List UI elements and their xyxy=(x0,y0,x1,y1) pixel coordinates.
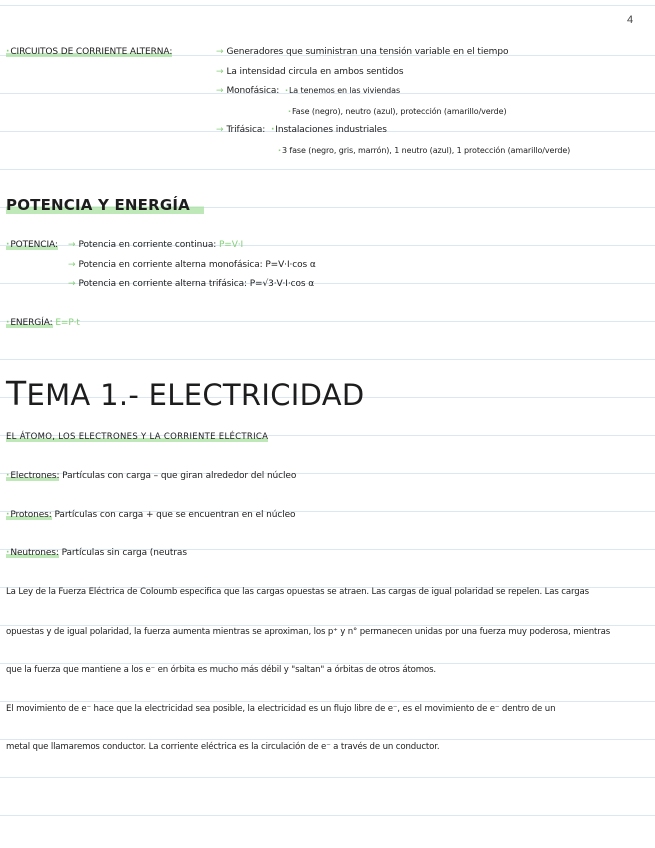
bullet-dot-icon: · xyxy=(288,107,291,116)
bullet-dot-icon: · xyxy=(6,47,10,57)
bullet-dot-icon: · xyxy=(6,318,10,328)
bullet-dot-icon: · xyxy=(270,125,275,135)
ac-mono-sub: ·Fase (negro), neutro (azul), protección (amarillo/verde) xyxy=(288,107,507,116)
bullet-dot-icon: · xyxy=(278,146,281,155)
bullet-dot-icon: · xyxy=(6,510,10,520)
arrow-right-icon: → xyxy=(68,260,76,270)
ac-item-1: → Generadores que suministran una tensión variable en el tiempo xyxy=(216,47,509,57)
energia-row: ·ENERGÍA: E=P·t xyxy=(6,318,80,328)
formula-monofasica: P=V·I·cos α xyxy=(265,260,316,270)
potencia-item-2: → Potencia en corriente alterna monofásica: P=V·I·cos α xyxy=(68,260,316,270)
ac-item-4: → Trifásica: ·Instalaciones industriales xyxy=(216,125,387,135)
arrow-right-icon: → xyxy=(68,279,76,289)
bullet-dot-icon: · xyxy=(284,86,288,95)
arrow-right-icon: → xyxy=(216,67,224,77)
page-number: 4 xyxy=(627,14,634,26)
bullet-dot-icon: · xyxy=(6,471,10,481)
particle-neutrones: ·Neutrones: Partículas sin carga (neutras xyxy=(6,548,187,558)
particle-protones: ·Protones: Partículas con carga + que se encuentran en el núcleo xyxy=(6,510,296,520)
tema-subtitle: EL ÁTOMO, LOS ELECTRONES Y LA CORRIENTE ELÉCTRICA xyxy=(6,432,269,442)
paragraph-line: que la fuerza que mantiene a los e⁻ en órbita es mucho más débil y "saltan" a órbitas de otros átomos. xyxy=(6,665,437,675)
formula-trifasica: P=√3·V·I·cos α xyxy=(249,279,315,289)
paragraph-line: opuestas y de igual polaridad, la fuerza aumenta mientras se aproximan, los p⁺ y n° permanecen unidas por una fuerza muy poderosa, mientras xyxy=(6,627,611,637)
bullet-dot-icon: · xyxy=(6,240,10,250)
potencia-label: ·POTENCIA: xyxy=(6,240,58,250)
ac-label: ·CIRCUITOS DE CORRIENTE ALTERNA: xyxy=(6,47,173,57)
arrow-right-icon: → xyxy=(68,240,76,250)
paragraph-line: La Ley de la Fuerza Eléctrica de Coloumb especifica que las cargas opuestas se atraen. Las cargas de igual polaridad se repelen. Las cargas xyxy=(6,587,589,597)
bullet-dot-icon: · xyxy=(6,548,10,558)
arrow-right-icon: → xyxy=(216,86,224,96)
ac-tri-sub: ·3 fase (negro, gris, marrón), 1 neutro (azul), 1 protección (amarillo/verde) xyxy=(278,146,571,155)
section-title-potencia: POTENCIA Y ENERGÍA xyxy=(6,196,204,214)
arrow-right-icon: → xyxy=(216,47,224,57)
ac-item-3: → Monofásica: ·La tenemos en las viviendas xyxy=(216,86,401,96)
particle-electrones: ·Electrones: Partículas con carga – que giran alrededor del núcleo xyxy=(6,471,297,481)
potencia-item-1: → Potencia en corriente continua: P=V·I xyxy=(68,240,244,250)
tema-title: TEMA 1.- ELECTRICIDAD xyxy=(6,374,365,413)
potencia-item-3: → Potencia en corriente alterna trifásica: P=√3·V·I·cos α xyxy=(68,279,315,289)
formula-continua: P=V·I xyxy=(218,240,244,250)
ac-item-2: → La intensidad circula en ambos sentidos xyxy=(216,67,404,77)
paragraph-line: El movimiento de e⁻ hace que la electricidad sea posible, la electricidad es un flujo libre de e⁻, es el movimiento de e⁻ dentro de un xyxy=(6,704,556,714)
paragraph-line: metal que llamaremos conductor. La corriente eléctrica es la circulación de e⁻ a través de un conductor. xyxy=(6,742,440,752)
formula-energia: E=P·t xyxy=(55,318,80,328)
arrow-right-icon: → xyxy=(216,125,224,135)
